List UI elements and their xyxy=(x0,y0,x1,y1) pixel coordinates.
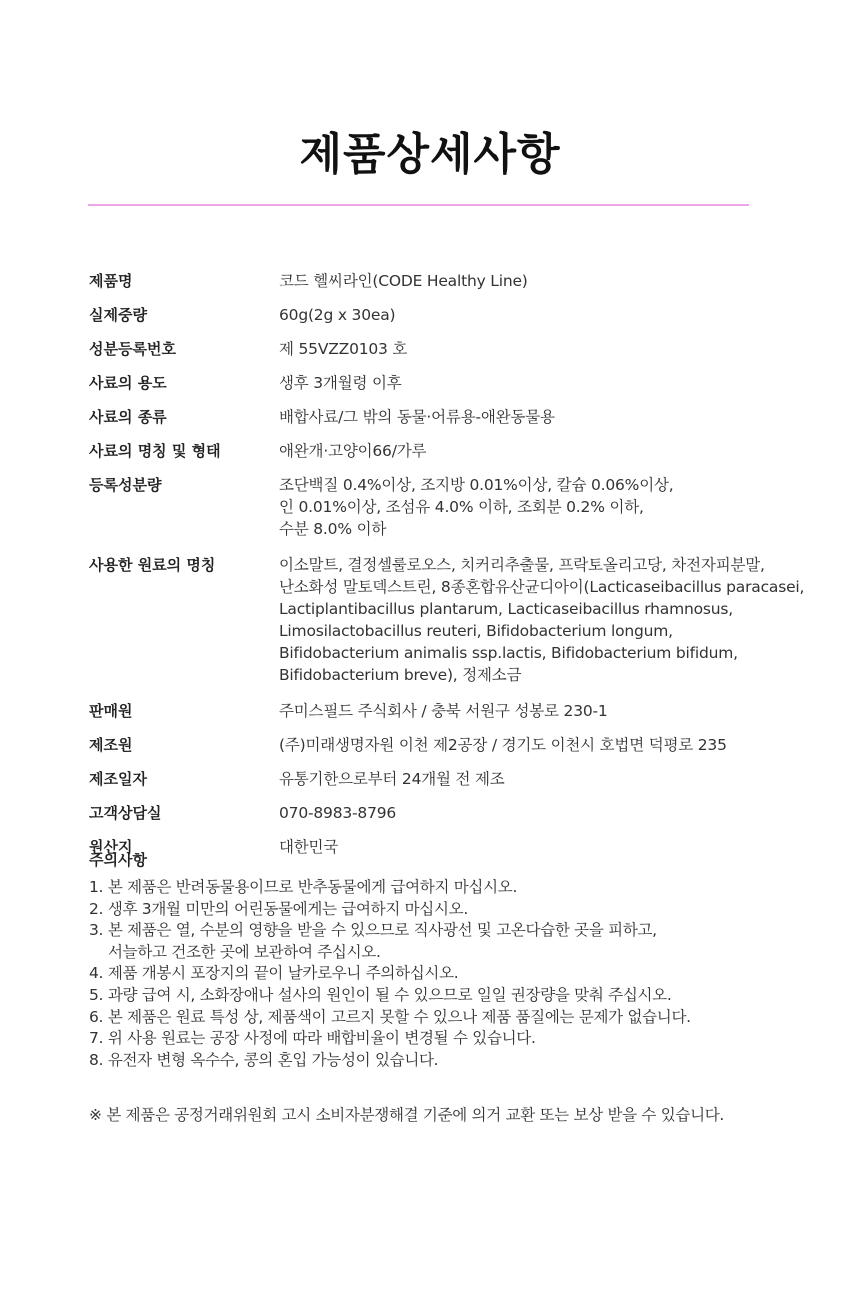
caution-item-line: 6. 본 제품은 원료 특성 상, 제품색이 고르지 못할 수 있으나 제품 품질에는 문제가 없습니다. xyxy=(89,1007,691,1026)
spec-value-line: 배합사료/그 밖의 동물·어류용-애완동물용 xyxy=(279,408,555,426)
spec-value-line: Lactiplantibacillus plantarum, Lacticaseibacillus rhamnosus, xyxy=(279,600,733,618)
spec-label: 사료의 명칭 및 형태 xyxy=(89,442,221,460)
spec-value xyxy=(279,734,849,756)
spec-row xyxy=(89,338,849,360)
caution-item-line: 1. 본 제품은 반려동물용이므로 반추동물에게 급여하지 마십시오. xyxy=(89,878,518,896)
spec-label: 사료의 종류 xyxy=(89,408,167,426)
spec-label: 제품명 xyxy=(89,272,133,290)
spec-row xyxy=(89,802,849,824)
spec-label: 사용한 원료의 명칭 xyxy=(89,556,216,574)
spec-row xyxy=(89,734,849,756)
spec-value-line: 난소화성 말토덱스트린, 8종혼합유산균디아이(Lacticaseibacillus paracasei, xyxy=(279,578,805,596)
spec-value xyxy=(279,270,849,292)
spec-label: 성분등록번호 xyxy=(89,340,176,358)
spec-value-line: Bifidobacterium animalis ssp.lactis, Bifidobacterium bifidum, xyxy=(279,644,738,662)
spec-value-line: 대한민국 xyxy=(279,838,339,856)
spec-row xyxy=(89,406,849,428)
caution-item xyxy=(89,963,829,985)
page-title: 제품상세사항 xyxy=(299,129,561,180)
caution-title: 주의사항 xyxy=(89,851,147,869)
caution-item-line: 7. 위 사용 원료는 공장 사정에 따라 배합비율이 변경될 수 있습니다. xyxy=(89,1029,536,1048)
caution-item xyxy=(89,899,829,921)
spec-value-line: 주미스필드 주식회사 / 충북 서원구 성봉로 230-1 xyxy=(279,702,608,720)
spec-label: 실제중량 xyxy=(89,306,147,324)
spec-label: 고객상담실 xyxy=(89,804,162,822)
caution-section xyxy=(89,849,829,1071)
spec-row xyxy=(89,372,849,394)
caution-item xyxy=(89,920,829,963)
spec-row xyxy=(89,768,849,790)
caution-item xyxy=(89,1007,829,1029)
caution-item xyxy=(89,985,829,1007)
spec-value-line: (주)미래생명자원 이천 제2공장 / 경기도 이천시 호법면 덕평로 235 xyxy=(279,736,727,754)
spec-row xyxy=(89,554,849,686)
spec-label: 원산지 xyxy=(89,838,133,856)
spec-value-line: 제 55VZZ0103 호 xyxy=(279,340,408,358)
caution-item-line: 8. 유전자 변형 옥수수, 콩의 혼입 가능성이 있습니다. xyxy=(89,1050,439,1069)
spec-value-line: 생후 3개월령 이후 xyxy=(279,374,402,392)
footnote: ※ 본 제품은 공정거래위원회 고시 소비자분쟁해결 기준에 의거 교환 또는 보상 받을 수 있습니다. xyxy=(89,1106,725,1124)
caution-item xyxy=(89,1050,829,1072)
caution-list xyxy=(89,877,829,1071)
caution-item xyxy=(89,877,829,899)
spec-value-line: 코드 헬씨라인(CODE Healthy Line) xyxy=(279,272,528,290)
spec-value xyxy=(279,372,849,394)
spec-value-line: 유통기한으로부터 24개월 전 제조 xyxy=(279,770,505,788)
caution-item-line: 서늘하고 건조한 곳에 보관하여 주십시오. xyxy=(108,942,381,961)
spec-row xyxy=(89,304,849,326)
caution-item xyxy=(89,1028,829,1050)
spec-value-line: 이소말트, 결정셀룰로오스, 치커리추출물, 프락토올리고당, 차전자피분말, xyxy=(279,556,765,574)
caution-item-line: 2. 생후 3개월 미만의 어린동물에게는 급여하지 마십시오. xyxy=(89,899,468,918)
spec-value-line: 070-8983-8796 xyxy=(279,804,397,822)
spec-value-line: 애완개·고양이66/가루 xyxy=(279,442,427,460)
spec-value-line: Bifidobacterium breve), 정제소금 xyxy=(279,666,522,684)
spec-value xyxy=(279,802,849,824)
spec-row xyxy=(89,440,849,462)
spec-value xyxy=(279,406,849,428)
spec-value xyxy=(279,304,849,326)
caution-item-line: 5. 과량 급여 시, 소화장애나 설사의 원인이 될 수 있으므로 일일 권장량을 맞춰 주십시오. xyxy=(89,985,672,1004)
spec-value-line: 수분 8.0% 이하 xyxy=(279,520,387,538)
spec-value xyxy=(279,338,849,360)
spec-label: 사료의 용도 xyxy=(89,374,167,392)
spec-value xyxy=(279,440,849,462)
spec-label: 제조일자 xyxy=(89,770,147,788)
spec-value xyxy=(279,700,849,722)
spec-row xyxy=(89,270,849,292)
spec-table xyxy=(89,258,849,858)
spec-value xyxy=(279,768,849,790)
spec-label: 판매원 xyxy=(89,702,133,720)
spec-row xyxy=(89,700,849,722)
spec-value-line: Limosilactobacillus reuteri, Bifidobacterium longum, xyxy=(279,622,673,640)
spec-value-line: 조단백질 0.4%이상, 조지방 0.01%이상, 칼슘 0.06%이상, xyxy=(279,476,674,494)
spec-value xyxy=(279,554,849,686)
caution-item-line: 3. 본 제품은 열, 수분의 영향을 받을 수 있으므로 직사광선 및 고온다습한 곳을 피하고, xyxy=(89,921,657,940)
caution-item-line: 4. 제품 개봉시 포장지의 끝이 날카로우니 주의하십시오. xyxy=(89,964,459,983)
spec-value-line: 60g(2g x 30ea) xyxy=(279,306,396,324)
spec-value-line: 인 0.01%이상, 조섬유 4.0% 이하, 조회분 0.2% 이하, xyxy=(279,498,644,516)
spec-row xyxy=(89,474,849,540)
title-divider xyxy=(88,204,749,206)
spec-label: 등록성분량 xyxy=(89,476,162,494)
spec-value xyxy=(279,474,849,540)
spec-label: 제조원 xyxy=(89,736,133,754)
